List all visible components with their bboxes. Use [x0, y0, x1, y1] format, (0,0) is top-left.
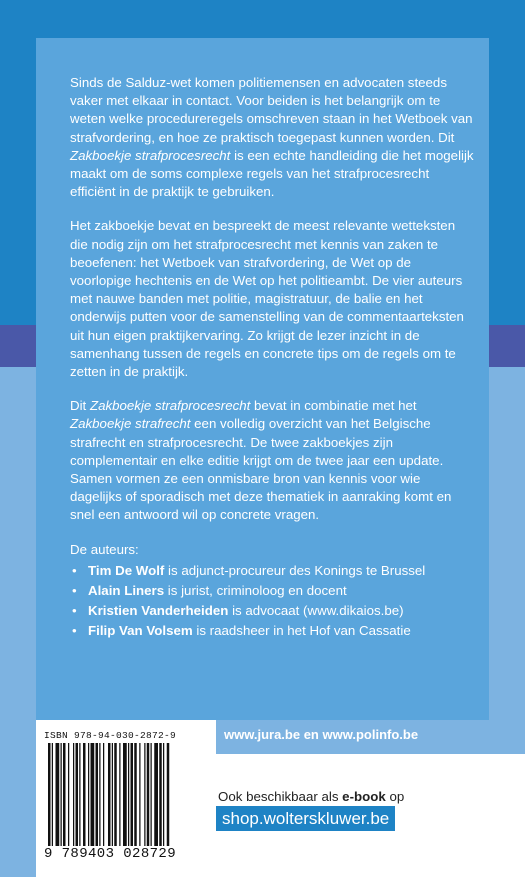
barcode-bar — [119, 743, 120, 853]
barcode-bar — [147, 743, 150, 853]
barcode-bar — [88, 743, 89, 853]
ebook-note: Ook beschikbaar als e-book op — [218, 789, 405, 804]
barcode-bar — [79, 743, 80, 853]
author-item: • Filip Van Volsem is raadsheer in het Hof van Cassatie — [70, 622, 475, 640]
barcode-bar — [154, 743, 158, 853]
barcode-bar — [103, 743, 104, 853]
barcode-bar — [131, 743, 134, 853]
barcode-bar — [68, 743, 69, 853]
barcode-bar — [73, 743, 74, 853]
link-jura[interactable]: www.jura.be — [224, 727, 301, 742]
barcode-bar — [52, 743, 53, 853]
barcode-bar — [128, 743, 129, 853]
link-polinfo[interactable]: www.polinfo.be — [322, 727, 419, 742]
barcode-bar — [63, 743, 66, 853]
barcode-bar — [144, 743, 145, 853]
back-cover-text — [70, 74, 475, 643]
author-item: • Tim De Wolf is adjunct-procureur des Konings te Brussel — [70, 562, 475, 580]
barcode-bar — [134, 743, 137, 853]
paragraph-2: Het zakboekje bevat en bespreekt de meest relevante wetteksten die nodig zijn om het strafprocesrecht met kennis van zaken te beoefenen: het Wetboek van strafvordering, de Wet op de voorlopige hechtenis en de Wet op het politieambt. De vier auteurs met nauwe banden met politie, magistratuur, de balie en het onderwijs putten voor de samenstelling van de commentaarteksten uit hun eigen praktijkervaring. Zo krijgt de lezer inzicht in de samenhang tussen de regels en concrete tips om de regels om te zetten in de praktijk. — [70, 218, 464, 380]
authors-heading: De auteurs: — [70, 541, 139, 557]
shop-link[interactable]: shop.wolterskluwer.be — [216, 806, 395, 831]
barcode-bar — [112, 743, 113, 853]
paragraph-1: Sinds de Salduz-wet komen politiemensen en advocaten steeds vaker met elkaar in contact. Voor beiden is het belangrijk om te weten welke procedureregels omschreven staan in het Wetboek van strafvordering, en hoe ze praktisch toegepast kunnen worden. Dit Zakboekje strafprocesrecht is een echte handleiding die het mogelijk maakt om de soms complexe regels van het strafprocesrecht efficiënt in de praktijk te gebruiken. — [70, 75, 474, 200]
website-links: www.jura.be en www.polinfo.be — [224, 727, 419, 742]
barcode-bar — [151, 743, 152, 853]
author-item: • Alain Liners is jurist, criminoloog en docent — [70, 582, 475, 600]
barcode-bar — [123, 743, 127, 853]
barcode-bar — [163, 743, 164, 853]
barcode-bar — [76, 743, 79, 853]
barcode-bar — [167, 743, 170, 853]
isbn-text: ISBN 978-94-030-2872-9 — [44, 730, 177, 741]
barcode-bar — [61, 743, 62, 853]
barcode-number: 9 789403 028729 — [44, 846, 210, 862]
barcode-bar — [139, 743, 140, 853]
authors-list — [70, 562, 475, 641]
barcode-bar — [99, 743, 100, 853]
barcode-bar — [114, 743, 117, 853]
barcode — [44, 730, 210, 870]
barcode-bar — [83, 743, 86, 853]
barcode-bar — [91, 743, 95, 853]
paragraph-3: Dit Zakboekje strafprocesrecht bevat in combinatie met het Zakboekje strafrecht een volledig overzicht van het Belgische strafrecht en strafprocesrecht. De twee zakboekjes zijn complementair en elke editie krijgt om de twee jaar een update. Samen vormen ze een onmisbare bron van kennis voor wie dagelijks of sporadisch met deze thematiek in aanraking komt en snel een antwoord wil op concrete vragen. — [70, 398, 452, 523]
barcode-bar — [96, 743, 99, 853]
barcode-bars — [44, 743, 210, 853]
author-item: • Kristien Vanderheiden is advocaat (www.dikaios.be) — [70, 602, 475, 620]
barcode-bar — [48, 743, 51, 853]
barcode-bar — [159, 743, 162, 853]
barcode-bar — [56, 743, 60, 853]
barcode-bar — [108, 743, 111, 853]
